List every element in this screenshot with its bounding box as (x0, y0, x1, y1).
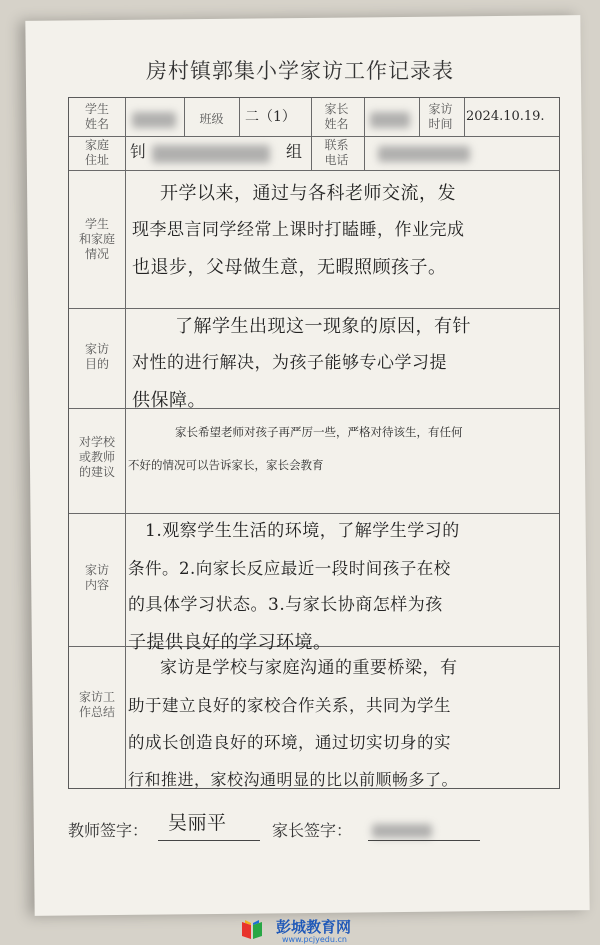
teacher-signature-line (158, 840, 260, 841)
watermark-url: www.pcjyedu.cn (282, 935, 347, 944)
page-title: 房村镇郭集小学家访工作记录表 (146, 59, 454, 83)
summary-line: 的成长创造良好的环境，通过切实切身的实 (128, 733, 451, 752)
address-suffix: 组 (286, 142, 303, 161)
visit-time-value: 2024.10.19. (466, 109, 545, 124)
address-label: 家庭 住址 (84, 138, 109, 167)
section-label-purpose: 家访 目的 (84, 342, 109, 371)
teacher-signature-label: 教师签字： (68, 821, 149, 840)
parent-signature-line (368, 840, 480, 841)
column-divider (464, 98, 465, 136)
redacted-student-name (132, 112, 176, 128)
summary-line: 助于建立良好的家校合作关系，共同为学生 (128, 696, 451, 715)
teacher-signature-value: 吴丽平 (168, 812, 227, 834)
column-divider (364, 98, 365, 170)
section-label-summary: 家访工 作总结 (78, 690, 115, 719)
section-label-content: 家访 内容 (84, 563, 109, 592)
student-name-label: 学生 姓名 (84, 102, 109, 131)
site-watermark (240, 916, 410, 942)
visit-time-label: 家访 时间 (428, 102, 453, 131)
parent-name-label: 家长 姓名 (324, 102, 349, 131)
watermark-name: 彭城教育网 (276, 918, 352, 936)
content-line: 条件。2.向家长反应最近一段时间孩子在校 (128, 559, 451, 578)
situation-line: 也退步，父母做生意，无暇照顾孩子。 (132, 257, 447, 278)
content-line: 的具体学习状态。3.与家长协商怎样为孩 (128, 595, 443, 615)
situation-line: 现李思言同学经常上课时打瞌睡，作业完成 (132, 220, 465, 240)
row-divider (69, 136, 559, 137)
redacted-parent-name (370, 112, 410, 128)
purpose-line: 对性的进行解决，为孩子能够专心学习提 (132, 353, 447, 373)
class-label: 班级 (199, 112, 224, 126)
column-divider (239, 98, 240, 136)
redacted-phone (378, 146, 470, 162)
column-divider (125, 98, 126, 788)
section-label-situation: 学生 和家庭 情况 (78, 217, 115, 261)
summary-line: 行和推进，家校沟通明显的比以前顺畅多了。 (128, 770, 459, 789)
phone-label: 联系 电话 (324, 138, 349, 167)
redacted-address (152, 145, 270, 163)
purpose-line: 供保障。 (132, 390, 206, 411)
content-line: 子提供良好的学习环境。 (128, 632, 332, 653)
suggestion-line: 不好的情况可以告诉家长，家长会教育 (128, 458, 324, 472)
address-value: 钊 (130, 142, 147, 161)
summary-line: 家访是学校与家庭沟通的重要桥梁，有 (160, 658, 458, 678)
purpose-line: 了解学生出现这一现象的原因，有针 (175, 316, 471, 337)
content-line: 1.观察学生生活的环境，了解学生学习的 (145, 521, 460, 541)
parent-signature-label: 家长签字： (272, 821, 353, 840)
suggestion-line: 家长希望老师对孩子再严厉一些，严格对待该生，有任何 (175, 425, 463, 439)
class-value: 二（1） (245, 109, 296, 125)
section-label-suggestions: 对学校 或教师 的建议 (78, 435, 115, 479)
situation-line: 开学以来，通过与各科老师交流，发 (160, 183, 456, 204)
book-logo-icon (240, 918, 264, 940)
redacted-parent-signature (372, 824, 432, 838)
row-divider (69, 170, 559, 171)
